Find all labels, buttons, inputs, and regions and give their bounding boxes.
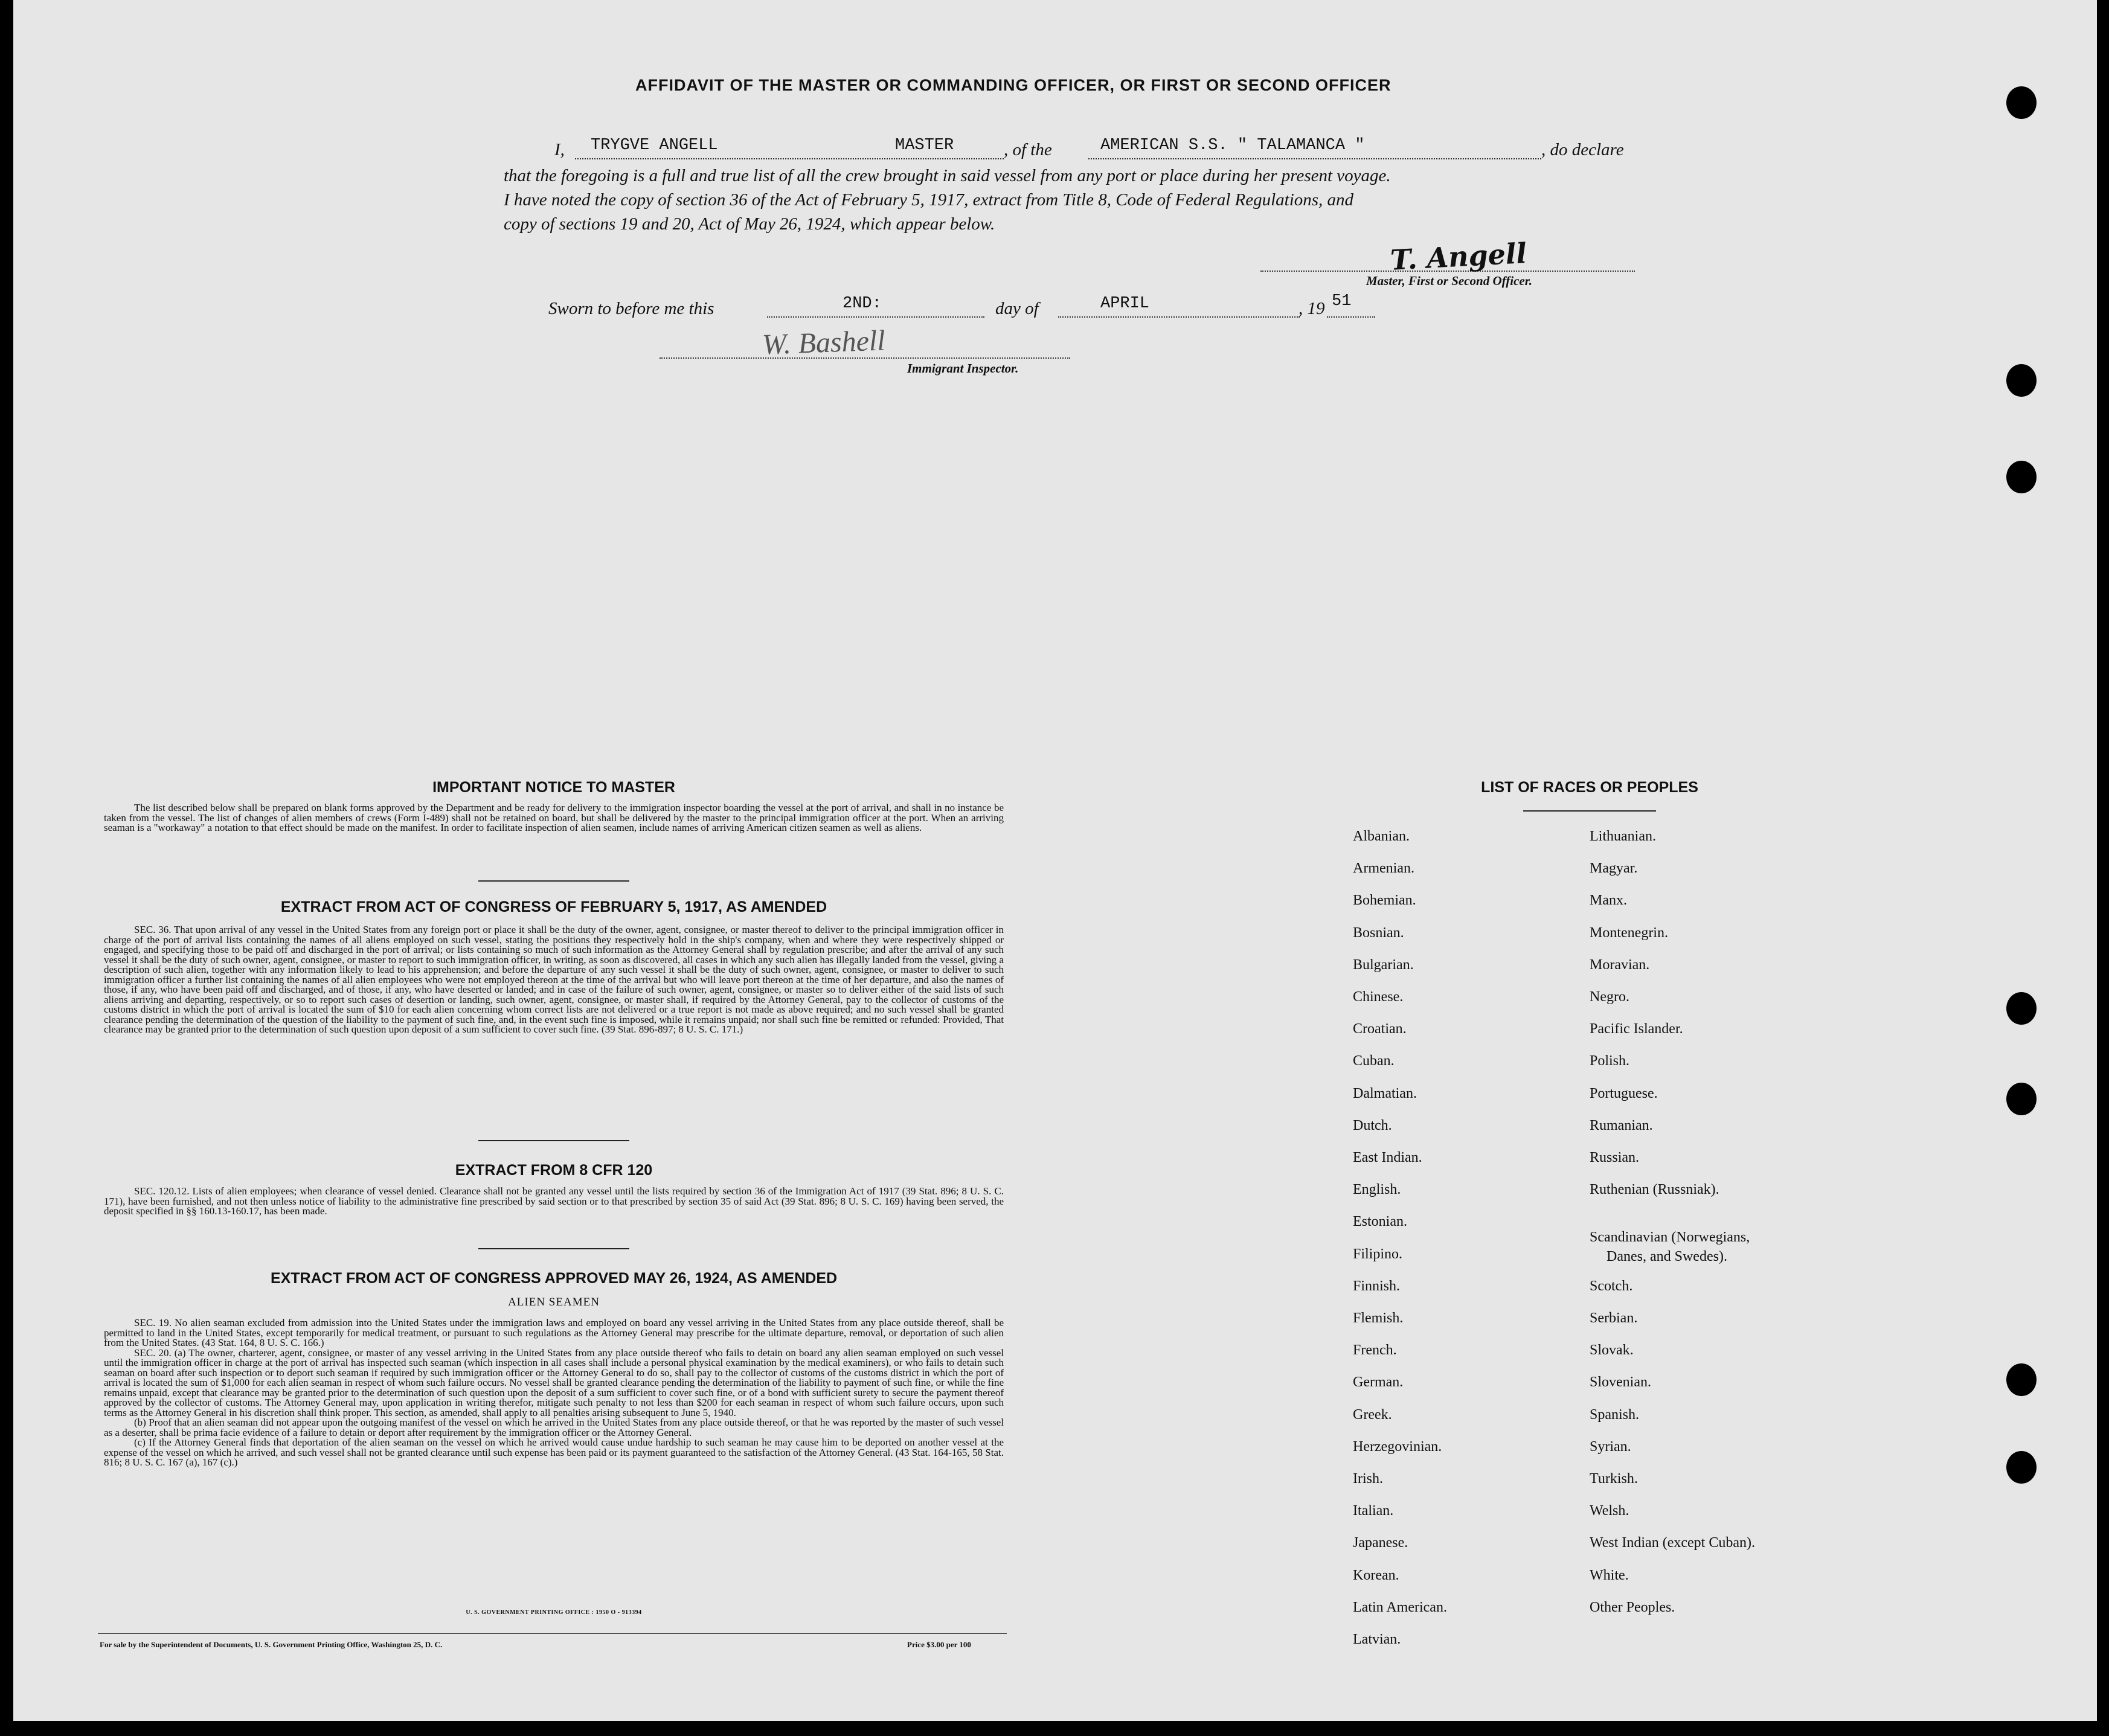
- race-item: Lithuanian.: [1590, 828, 1656, 844]
- races-title-rule: [1523, 810, 1656, 812]
- race-item: Welsh.: [1590, 1503, 1629, 1519]
- race-item: Latvian.: [1353, 1632, 1401, 1647]
- notice-text: [104, 803, 1004, 833]
- punch-hole: [2006, 461, 2037, 493]
- race-item: Ruthenian (Russniak).: [1590, 1182, 1719, 1198]
- sec-19-paragraph: SEC. 19. No alien seaman excluded from admission into the United States under the immigration laws and employed on board any vessel arriving in the United States from any place outside thereof, shall be permitted to land in the United States, except temporarily for medical treatment, or pursuant to such regulations as the Attorney General may prescribe for the ultimate departure, removal, or deportation of such alien from the United States. (43 Stat. 164, 8 U. S. C. 166.): [104, 1317, 1004, 1348]
- race-item: Filipino.: [1353, 1246, 1403, 1262]
- master-caption: Master, First or Second Officer.: [1366, 274, 1532, 288]
- race-item: Rumanian.: [1590, 1117, 1653, 1133]
- race-item: Negro.: [1590, 989, 1629, 1005]
- declaration-line-1: that the foregoing is a full and true list of all the crew brought in said vessel from any port or place during her present voyage.: [504, 166, 1391, 185]
- extract-1917-text: [104, 925, 1004, 1035]
- sworn-day: 2ND:: [843, 295, 882, 313]
- inspector-caption: Immigrant Inspector.: [907, 361, 1019, 376]
- of-the-label: , of the: [1004, 140, 1052, 159]
- race-item: Moravian.: [1590, 956, 1650, 973]
- extract-1917-title: EXTRACT FROM ACT OF CONGRESS OF FEBRUARY 5, 1917, AS AMENDED: [280, 898, 827, 915]
- extract-cfr-paragraph: SEC. 120.12. Lists of alien employees; when clearance of vessel denied. Clearance shall not be granted any vessel until the lists required by section 36 of the Immigration Act of 1917 (39 Stat. 896; 8 U. S. C. 171), have been furnished, and not then unless notice of liability to the administrative fine prescribed by said section or to that prescribed by section 35 of said Act (39 Stat. 896; 8 U. S. C. 169) having been served, the deposit specified in §§ 160.13-160.17, has been made.: [104, 1185, 1004, 1217]
- inspector-signature: W. Bashell: [762, 324, 886, 361]
- sec-20a-paragraph: SEC. 20. (a) The owner, charterer, agent, consignee, or master of any vessel arriving in the United States from any place outside thereof who fails to detain on board any alien seaman employed on such vessel until the immigration officer in charge at the port of arrival has inspected such seaman (which inspection in all cases shall include a personal physical examination by the medical examiners), or who fails to detain such seaman on board after such inspection or to deport such seaman if required by such immigration officer or the Attorney General to do so, shall pay to the collector of customs of the customs district in which the port of arrival is located the sum of $1,000 for each alien seaman in respect of whom such failure occurs. No vessel shall be granted clearance pending the determination of the liability to payment of such fine, or while the fine remains unpaid, except that clearance may be granted prior to the determination of such question upon the deposit of a sum sufficient to cover such fine, or of a bond with sufficient surety to secure the payment thereof approved by the collector of customs. The Attorney General may, upon application in writing therefor, mitigate such penalty to not less than $200 for each seaman in respect of whom such failure occurs, upon such terms as the Attorney General in his discretion shall think proper. This section, as amended, shall apply to all penalties arising subsequent to June 5, 1940.: [104, 1347, 1004, 1418]
- declaration-line-3: copy of sections 19 and 20, Act of May 26, 1924, which appear below.: [504, 214, 995, 234]
- race-item: Slovenian.: [1590, 1374, 1651, 1391]
- punch-hole: [2006, 1083, 2037, 1115]
- race-item: Scotch.: [1590, 1278, 1633, 1294]
- form-sheet: [13, 0, 2097, 1721]
- race-item: East Indian.: [1353, 1150, 1422, 1165]
- punch-hole: [2006, 1363, 2037, 1396]
- sale-note: For sale by the Superintendent of Documents, U. S. Government Printing Office, Washington 25, D. C.: [100, 1640, 443, 1649]
- alien-seamen-subtitle: ALIEN SEAMEN: [508, 1296, 600, 1308]
- race-item: Italian.: [1353, 1503, 1394, 1519]
- race-item: White.: [1590, 1567, 1629, 1583]
- race-item: Slovak.: [1590, 1342, 1634, 1359]
- extract-1924-text: [104, 1318, 1004, 1468]
- master-name: TRYGVE ANGELL: [591, 136, 718, 155]
- race-item: Spanish.: [1590, 1406, 1640, 1423]
- master-signature: T. Angell: [1389, 237, 1528, 277]
- race-item: Irish.: [1353, 1471, 1383, 1487]
- vessel-name: AMERICAN S.S. " TALAMANCA ": [1100, 136, 1365, 155]
- divider: [478, 1248, 629, 1249]
- sworn-label: Sworn to before me this: [548, 299, 714, 318]
- race-item: Latin American.: [1353, 1599, 1447, 1615]
- year-prefix: , 19: [1298, 299, 1325, 318]
- races-title: LIST OF RACES OR PEOPLES: [1481, 779, 1698, 796]
- race-item: French.: [1353, 1342, 1397, 1359]
- race-item: Danes, and Swedes).: [1607, 1249, 1727, 1265]
- sec-20c-paragraph: (c) If the Attorney General finds that deportation of the alien seaman on the vessel on which he arrived would cause undue hardship to such seaman he may cause him to be deported on another vessel at the expense of the vessel on which he arrived, and such vessel shall not be granted clearance until such expense has been paid or its payment guaranteed to the satisfaction of the Attorney General. (43 Stat. 164-165, 58 Stat. 816; 8 U. S. C. 167 (a), 167 (c).): [104, 1437, 1004, 1468]
- race-item: Bohemian.: [1353, 892, 1416, 909]
- race-item: Armenian.: [1353, 860, 1414, 877]
- race-item: Manx.: [1590, 892, 1627, 909]
- race-item: Greek.: [1353, 1406, 1392, 1423]
- declaration-line-2: I have noted the copy of section 36 of the Act of February 5, 1917, extract from Title 8, Code of Federal Regulations, and: [504, 190, 1354, 210]
- printing-office-note: U. S. GOVERNMENT PRINTING OFFICE : 1950 O - 913394: [466, 1609, 642, 1616]
- race-item: Estonian.: [1353, 1214, 1407, 1230]
- sec-20b-paragraph: (b) Proof that an alien seaman did not appear upon the outgoing manifest of the vessel on which he arrived in the United States from any place outside thereof, or that he was reported by the master of such vessel as a deserter, shall be prima facie evidence of a failure to detain or deport after requirement by the immigration officer or the Attorney General.: [104, 1417, 1004, 1438]
- notice-title: IMPORTANT NOTICE TO MASTER: [432, 779, 675, 796]
- race-item: Dalmatian.: [1353, 1085, 1417, 1101]
- footer-rule: [98, 1633, 1007, 1634]
- punch-hole: [2006, 86, 2037, 119]
- divider: [478, 1140, 629, 1141]
- extract-1917-paragraph: SEC. 36. That upon arrival of any vessel in the United States from any foreign port or place it shall be the duty of the owner, agent, consignee, or master thereof to deliver to the principal immigration officer in charge of the port of arrival lists containing the names of all aliens employed on such vessel, stating the positions they respectively hold in the ship's company, when and where they were respectively shipped or engaged, and specifying those to be paid off and discharged in the port of arrival; or lists containing so much of such information as the Attorney General shall by regulation prescribe; and after the arrival of any such vessel it shall be the duty of such owner, agent, consignee, or master to report to such immigration officer, in writing, as soon as discovered, all cases in which any such alien has illegally landed from the vessel, giving a description of such alien, together with any information likely to lead to his apprehension; and before the departure of any such vessel it shall be the duty of such owner, agent, consignee, or master to deliver to such immigration officer a further list containing the names of all alien employees who were not employed thereon at the time of the arrival but who will leave port thereon at the time of her departure, and also the names of those, if any, who have been paid off and discharged, and of those, if any, who have deserted or landed; and in case of the failure of such owner, agent, consignee, or master so to deliver either of the said lists of such aliens arriving and departing, respectively, or so to report such cases of desertion or landing, such owner, agent, consignee, or master shall, if required by the Attorney General, pay to the collector of customs of the customs district in which the port of arrival is located the sum of $10 for each alien concerning whom correct lists are not delivered or a true report is not made as above required; and no such vessel shall be granted clearance pending the determination of the question of the liability to the payment of such fine, and, in the event such fine is imposed, while it remains unpaid; nor shall such fine be remitted or refunded: Provided, That clearance may be granted prior to the determination of such question upon deposit of a sum sufficient to cover such fine. (39 Stat. 896-897; 8 U. S. C. 171.): [104, 924, 1004, 1035]
- race-item: Montenegrin.: [1590, 924, 1668, 941]
- race-item: Other Peoples.: [1590, 1599, 1675, 1615]
- race-item: Portuguese.: [1590, 1085, 1658, 1101]
- race-item: Croatian.: [1353, 1021, 1407, 1037]
- name-line: [575, 136, 1004, 159]
- sworn-year: 51: [1332, 292, 1352, 310]
- race-item: Japanese.: [1353, 1535, 1408, 1551]
- race-item: Herzegovinian.: [1353, 1438, 1442, 1455]
- race-item: Scandinavian (Norwegians,: [1590, 1229, 1750, 1246]
- notice-paragraph: The list described below shall be prepared on blank forms approved by the Department and be ready for delivery to the immigration inspector boarding the vessel at the port of arrival, and shall in no instance be taken from the vessel. The list of changes of alien members of crews (Form I-489) shall not be retained on board, but shall be delivered by the master to the principal immigration officer at the port. When an arriving seaman is a "workaway" a notation to that effect should be made on the manifest. In order to facilitate inspection of alien seamen, include names of arriving American citizen seamen as well as aliens.: [104, 802, 1004, 833]
- race-item: Flemish.: [1353, 1310, 1404, 1326]
- punch-hole: [2006, 992, 2037, 1025]
- race-item: Albanian.: [1353, 828, 1410, 844]
- race-item: West Indian (except Cuban).: [1590, 1535, 1755, 1551]
- race-item: Dutch.: [1353, 1117, 1392, 1133]
- punch-hole: [2006, 1451, 2037, 1484]
- price-note: Price $3.00 per 100: [907, 1640, 971, 1649]
- race-item: English.: [1353, 1182, 1401, 1198]
- year-line: [1327, 292, 1375, 318]
- master-rank: MASTER: [895, 136, 954, 155]
- race-item: Finnish.: [1353, 1278, 1401, 1294]
- race-item: German.: [1353, 1374, 1404, 1391]
- affidavit-title: AFFIDAVIT OF THE MASTER OR COMMANDING OFFICER, OR FIRST OR SECOND OFFICER: [635, 76, 1392, 94]
- race-item: Syrian.: [1590, 1438, 1631, 1455]
- race-item: Bulgarian.: [1353, 956, 1414, 973]
- race-item: Bosnian.: [1353, 924, 1404, 941]
- punch-hole: [2006, 364, 2037, 397]
- race-item: Korean.: [1353, 1567, 1399, 1583]
- day-of-label: day of: [995, 299, 1039, 318]
- race-item: Magyar.: [1590, 860, 1638, 877]
- declaration-i: I,: [554, 140, 565, 159]
- race-item: Turkish.: [1590, 1471, 1638, 1487]
- extract-cfr-text: [104, 1187, 1004, 1217]
- race-item: Cuban.: [1353, 1053, 1395, 1069]
- sworn-day-line: [767, 295, 984, 318]
- extract-1924-title: EXTRACT FROM ACT OF CONGRESS APPROVED MAY 26, 1924, AS AMENDED: [270, 1270, 838, 1287]
- race-item: Pacific Islander.: [1590, 1021, 1683, 1037]
- divider: [478, 880, 629, 882]
- extract-cfr-title: EXTRACT FROM 8 CFR 120: [455, 1162, 653, 1179]
- race-item: Russian.: [1590, 1150, 1640, 1165]
- race-item: Chinese.: [1353, 989, 1404, 1005]
- sworn-month-line: [1058, 295, 1300, 318]
- sworn-month: APRIL: [1100, 295, 1150, 313]
- race-item: Serbian.: [1590, 1310, 1638, 1326]
- race-item: Polish.: [1590, 1053, 1630, 1069]
- vessel-line: [1088, 136, 1541, 159]
- do-declare-label: , do declare: [1541, 140, 1624, 159]
